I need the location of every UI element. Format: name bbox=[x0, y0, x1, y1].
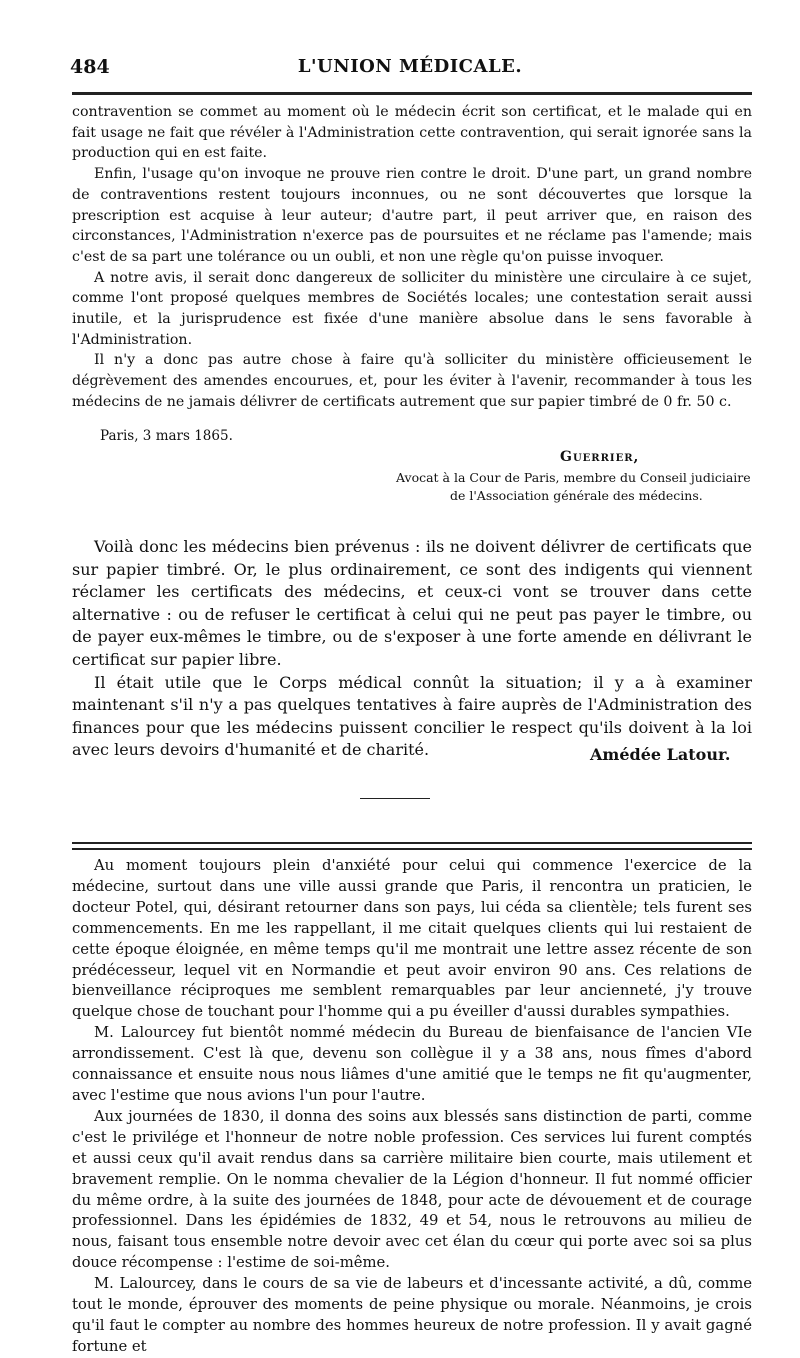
journal-title: L'UNION MÉDICALE. bbox=[297, 56, 523, 77]
header-rule bbox=[72, 92, 752, 95]
signature: Guerrier, bbox=[560, 449, 640, 465]
affiliation-line: de l'Association générale des médecins. bbox=[450, 488, 703, 503]
page-number: 484 bbox=[70, 56, 110, 78]
page-header bbox=[70, 54, 750, 84]
date-line: Paris, 3 mars 1865. bbox=[100, 428, 233, 444]
paragraph: M. Lalourcey fut bientôt nommé médecin du Bureau de bienfaisance de l'ancien VIe arrondissement. C'est là que, devenu son collègue il y a 38 ans, nous fîmes d'abord connaissance et ensuite nous nous liâmes d'une amitié que le temps ne fit qu'augmenter, avec l'estime que nous avions l'un pour l'autre. bbox=[72, 1024, 752, 1104]
author-signature: Amédée Latour. bbox=[590, 745, 731, 764]
editorial-comment bbox=[72, 536, 752, 762]
paragraph: Voilà donc les médecins bien prévenus : ils ne doivent délivrer de certificats que sur papier timbré. Or, le plus ordinairement, ce sont des indigents qui viennent réclamer les certificats des médecins, et ceux-ci vont se trouver dans cette alternative : ou de refuser le certificat à celui qui ne peut pas payer le timbre, ou de payer eux-mêmes le timbre, ou de s'exposer à une forte amende en délivrant le certificat sur papier libre. bbox=[72, 537, 752, 669]
paragraph: Il était utile que le Corps médical connût la situation; il y a à examiner maintenant s'il n'y a pas quelques tentatives à faire auprès de l'Administration des finances pour que les médecins puissent concilier le respect qu'ils doivent à la loi avec leurs devoirs d'humanité et de charité. bbox=[72, 672, 752, 760]
affiliation-line: Avocat à la Cour de Paris, membre du Conseil judiciaire bbox=[396, 470, 751, 485]
paragraph: Aux journées de 1830, il donna des soins aux blessés sans distinction de parti, comme c'est le privilége et l'honneur de notre noble profession. Ces services lui furent comptés et aussi ceux qu'il avait rendus dans sa carrière militaire bien courte, mais utilement et bravement remplie. On le nomma chevalier de la Légion d'honneur. Il fut nommé officier du même ordre, à la suite des journées de 1848, pour acte de dévouement et de courage professionnel. Dans les épidémies de 1832, 49 et 54, nous le retrouvons au milieu de nous, faisant tous ensemble notre devoir avec cet élan du cœur qui porte avec soi sa plus douce récompense : l'estime de soi-même. bbox=[72, 1107, 752, 1272]
paragraph: M. Lalourcey, dans le cours de sa vie de labeurs et d'incessante activité, a dû, comme tout le monde, éprouver des moments de peine physique ou morale. Néanmoins, je crois qu'il faut le compter au nombre des hommes heureux de notre profession. Il y avait gagné fortune et bbox=[72, 1275, 752, 1355]
section-divider bbox=[72, 848, 752, 850]
paragraph: Il n'y a donc pas autre chose à faire qu'à solliciter du ministère officieusement le dégrèvement des amendes encourues, et, pour les éviter à l'avenir, recommander à tous les médecins de ne jamais délivrer de certificats autrement que sur papier timbré de 0 fr. 50 c. bbox=[72, 352, 752, 410]
obituary-text bbox=[72, 856, 752, 1358]
paragraph: Enfin, l'usage qu'on invoque ne prouve rien contre le droit. D'une part, un grand nombre de contraventions restent toujours inconnues, ou ne sont découvertes que lorsque la prescription est acquise à leur auteur; d'autre part, il peut arriver que, en raison des circonstances, l'Administration n'exerce pas de poursuites et ne réclame pas l'amende; mais c'est de sa part une tolérance ou un oubli, et non une règle qu'on puisse invoquer. bbox=[72, 166, 752, 265]
paragraph: A notre avis, il serait donc dangereux de solliciter du ministère une circulaire à ce sujet, comme l'ont proposé quelques membres de Sociétés locales; une contestation serait aussi inutile, et la jurisprudence est fixée d'une manière absolue dans le sens favorable à l'Administration. bbox=[72, 269, 752, 348]
short-rule bbox=[360, 798, 430, 799]
paragraph: contravention se commet au moment où le médecin écrit son certificat, et le malade qui en fait usage ne fait que révéler à l'Administration cette contravention, qui serait ignorée sans la production qui en est faite. bbox=[72, 104, 752, 162]
legal-opinion-text bbox=[72, 102, 752, 413]
paragraph: Au moment toujours plein d'anxiété pour celui qui commence l'exercice de la médecine, surtout dans une ville aussi grande que Paris, il rencontra un praticien, le docteur Potel, qui, désirant retourner dans son pays, lui céda sa clientèle; tels furent ses commencements. En me les rappellant, il me citait quelques clients qui lui restaient de cette époque éloignée, en même temps qu'il me montrait une lettre assez récente de son prédécesseur, lequel vit en Normandie et peut avoir environ 90 ans. Ces relations de bienveillance réciproques me semblent remarquables par leur ancienneté, j'y trouve quelque chose de touchant pour l'homme qui a pu éveiller d'aussi durables sympathies. bbox=[72, 857, 752, 1021]
section-divider bbox=[72, 842, 752, 844]
